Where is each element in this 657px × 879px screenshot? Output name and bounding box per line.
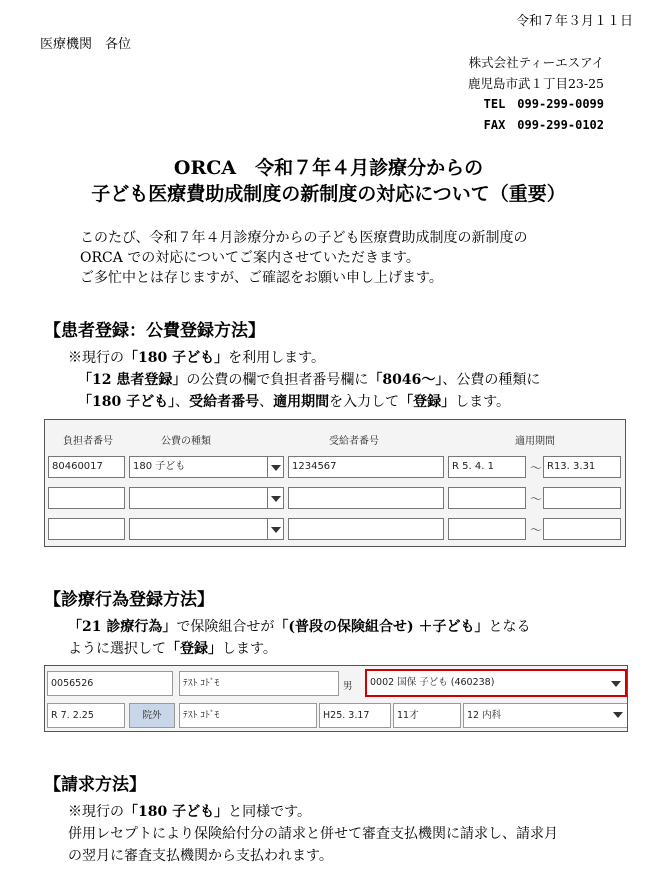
department-select[interactable]: 12 内科 — [463, 703, 627, 728]
range-tilde: ～ — [530, 492, 543, 506]
patient-id-field[interactable]: 0056526 — [47, 671, 173, 696]
sender-block — [430, 52, 604, 136]
intro-line: このたび、令和７年４月診療分からの子ども医療費助成制度の新制度の — [80, 230, 528, 246]
emphasis: 「(普段の保険組合せ) ＋子ども」 — [274, 619, 489, 635]
medical-procedure-form — [44, 665, 628, 732]
emphasis: 「180 子ども」 — [124, 804, 229, 820]
section-heading-medical-procedure: 【診療行為登録方法】 — [44, 590, 214, 610]
age-field: 11才 — [393, 703, 461, 728]
valid-from-field[interactable] — [448, 487, 526, 509]
section3-line-2: 併用レセプトにより保険給付分の請求と併せて審査支払機関に請求し、請求月 — [68, 826, 558, 842]
burden-number-field[interactable]: 80460017 — [48, 456, 125, 478]
section-heading-billing: 【請求方法】 — [44, 775, 146, 795]
company-fax: FAX 099-299-0102 — [483, 118, 604, 132]
chevron-down-icon[interactable] — [267, 518, 284, 540]
text: の公費の欄で負担者番号欄に — [186, 372, 369, 388]
insurance-combination-select[interactable]: 0002 国保 子ども (460238) — [365, 669, 627, 697]
company-tel: TEL 099-299-0099 — [483, 97, 604, 111]
emphasis: 「登録」 — [166, 641, 222, 657]
section3-line-1 — [68, 802, 311, 823]
public-expense-form — [44, 419, 626, 547]
expense-type-select[interactable] — [129, 518, 269, 540]
title-line-2: 子ども医療費助成制度の新制度の対応について（重要） — [91, 183, 566, 205]
intro-line: ORCA での対応についてご案内させていただきます。 — [80, 250, 420, 266]
recipient-number-field[interactable] — [288, 487, 444, 509]
valid-from-field[interactable] — [448, 518, 526, 540]
sex-label: 男 — [343, 681, 353, 692]
section1-line-1 — [68, 348, 325, 369]
header-expense-type: 公費の種類 — [161, 436, 211, 447]
document-date: 令和７年３月１１日 — [515, 14, 633, 29]
valid-to-field[interactable] — [543, 518, 621, 540]
section2-line-1 — [68, 617, 530, 638]
text: ※現行の — [68, 350, 124, 366]
title-line-1: ORCA 令和７年４月診療分からの — [173, 157, 484, 179]
visit-date-field[interactable]: R 7. 2.25 — [47, 703, 125, 728]
header-valid-period: 適用期間 — [515, 436, 555, 447]
emphasis: 適用期間 — [273, 394, 330, 410]
inout-toggle-button[interactable]: 院外 — [129, 703, 175, 728]
chevron-down-icon[interactable] — [267, 456, 284, 478]
chevron-down-icon[interactable] — [610, 704, 627, 727]
burden-number-field[interactable] — [48, 518, 125, 540]
company-name: 株式会社ティーエスアイ — [468, 55, 604, 70]
emphasis: 受給者番号 — [189, 394, 260, 410]
text: を入力して — [329, 394, 400, 410]
range-tilde: ～ — [530, 523, 543, 537]
intro-paragraph — [80, 228, 527, 288]
text: ように選択して — [68, 641, 166, 657]
burden-number-field[interactable] — [48, 487, 125, 509]
section3-line-3: の翌月に審査支払機関から支払われます。 — [68, 848, 333, 864]
text: 、 — [175, 394, 190, 410]
header-recipient-number: 受給者番号 — [329, 436, 379, 447]
section2-line-2 — [68, 639, 277, 660]
section-heading-patient-registration: 【患者登録：公費登録方法】 — [44, 321, 265, 341]
document-title — [0, 155, 657, 207]
expense-type-select[interactable] — [129, 487, 269, 509]
expense-type-select[interactable]: 180 子ども — [129, 456, 269, 478]
recipient-number-field[interactable]: 1234567 — [288, 456, 444, 478]
emphasis: 「12 患者登録」 — [78, 372, 187, 388]
recipient-number-field[interactable] — [288, 518, 444, 540]
valid-to-field[interactable] — [543, 487, 621, 509]
emphasis: 「180 子ども」 — [124, 350, 229, 366]
text: で保険組合せが — [176, 619, 275, 635]
range-tilde: ～ — [530, 461, 543, 475]
emphasis: 「登録」 — [399, 394, 456, 410]
section1-line-2 — [78, 370, 540, 391]
patient-kana-field: ﾃｽﾄ ｺﾄﾞﾓ — [179, 671, 339, 696]
text: 、 — [259, 394, 274, 410]
text: 、公費の種類に — [442, 372, 541, 388]
text: と同様です。 — [228, 804, 311, 820]
text: ※現行の — [68, 804, 124, 820]
intro-line: ご多忙中とは存じますが、ご確認をお願い申し上げます。 — [80, 270, 443, 286]
recipient: 医療機関 各位 — [40, 37, 132, 52]
emphasis: 「21 診療行為」 — [68, 619, 177, 635]
text: を利用します。 — [228, 350, 325, 366]
text: します。 — [222, 641, 277, 657]
valid-to-field[interactable]: R13. 3.31 — [543, 456, 621, 478]
company-address: 鹿児島市武１丁目23-25 — [467, 76, 604, 91]
patient-name-field: ﾃｽﾄ ｺﾄﾞﾓ — [179, 703, 317, 728]
birth-date-field: H25. 3.17 — [319, 703, 391, 728]
section1-line-3 — [78, 392, 510, 413]
header-burden-number: 負担者番号 — [63, 436, 113, 447]
emphasis: 「8046～」 — [368, 372, 443, 388]
chevron-down-icon[interactable] — [608, 673, 625, 693]
emphasis: 「180 子ども」 — [78, 394, 176, 410]
valid-from-field[interactable]: R 5. 4. 1 — [448, 456, 526, 478]
text: となる — [488, 619, 531, 635]
chevron-down-icon[interactable] — [267, 487, 284, 509]
text: します。 — [455, 394, 510, 410]
